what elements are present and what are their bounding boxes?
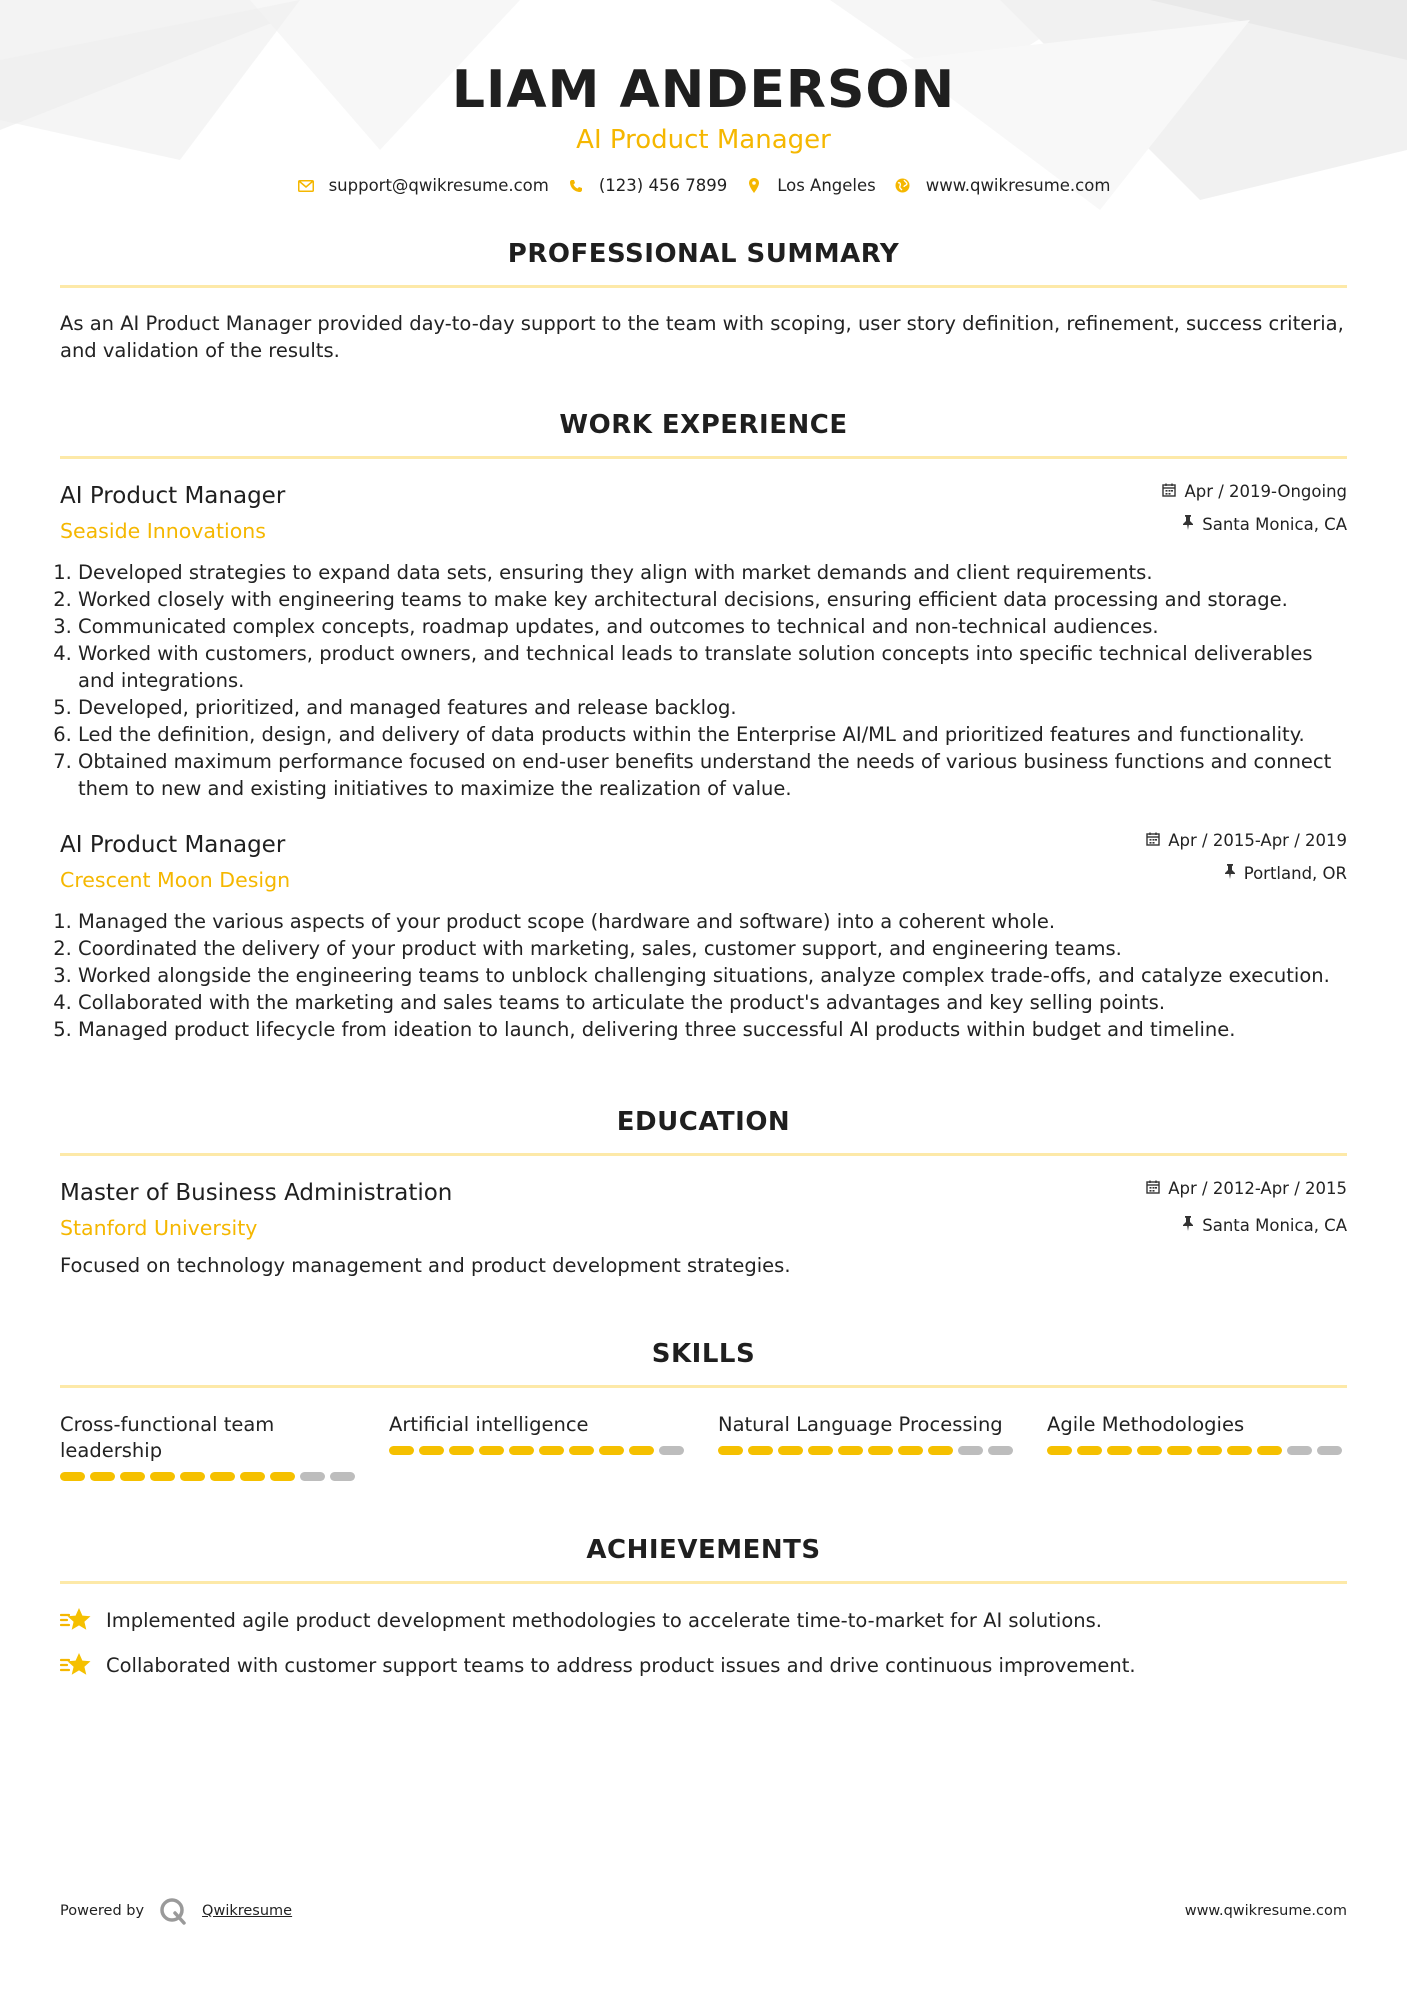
rating-segment-filled [928,1446,953,1455]
list-item: 3. Communicated complex concepts, roadmap updates, and outcomes to technical and non-technical audiences. [78,613,1347,640]
rating-segment-filled [240,1472,265,1481]
list-item: 5. Managed product lifecycle from ideation to launch, delivering three successful AI products within budget and timeline. [78,1016,1347,1043]
job-company: Seaside Innovations [60,519,266,543]
rating-segment-filled [270,1472,295,1481]
pushpin-icon [1182,514,1194,536]
achievement-text: Implemented agile product development methodologies to accelerate time-to-market for AI solutions. [106,1608,1102,1632]
skill-rating-bar [1047,1446,1347,1455]
job-role: AI Product Manager [60,483,286,509]
rating-segment-empty [300,1472,325,1481]
skill-rating-bar [718,1446,1018,1455]
skill-label: Artificial intelligence [389,1413,589,1436]
candidate-title: AI Product Manager [576,125,831,155]
education-dates-text: Apr / 2012-Apr / 2015 [1168,1179,1347,1198]
skill-item [1047,1412,1347,1481]
degree: Master of Business Administration [60,1180,453,1206]
section-divider [60,456,1347,459]
globe-icon [894,178,912,193]
education-entry [60,1178,1347,1279]
skill-item [389,1412,689,1481]
qwikresume-logo-icon [158,1896,188,1926]
rating-segment-filled [1167,1446,1192,1455]
rating-segment-filled [1047,1446,1072,1455]
job-dates-text: Apr / 2015-Apr / 2019 [1168,831,1347,850]
experience-heading: WORK EXPERIENCE [559,410,848,440]
list-item: 7. Obtained maximum performance focused on end-user benefits understand the needs of various business functions and connect them to new and existing initiatives to maximize the realization of value. [78,748,1347,802]
skill-label: Agile Methodologies [1047,1413,1245,1436]
list-item [60,1606,1347,1634]
education-location [1146,1215,1347,1237]
experience-section [60,408,1347,1043]
rating-segment-filled [210,1472,235,1481]
section-divider [60,1581,1347,1584]
rating-segment-empty [659,1446,684,1455]
achievements-list [60,1606,1347,1679]
rating-segment-filled [838,1446,863,1455]
rating-segment-filled [898,1446,923,1455]
rating-segment-filled [120,1472,145,1481]
rating-segment-filled [1137,1446,1162,1455]
phone-text: (123) 456 7899 [598,176,728,195]
skill-rating-bar [60,1472,360,1481]
rating-segment-empty [988,1446,1013,1455]
rating-segment-filled [629,1446,654,1455]
skill-label: Cross-functional team leadership [60,1413,275,1462]
rating-segment-empty [1287,1446,1312,1455]
school: Stanford University [60,1216,258,1240]
rating-segment-filled [1077,1446,1102,1455]
rating-segment-filled [60,1472,85,1481]
skills-heading: SKILLS [651,1339,756,1369]
job-header [60,481,1347,545]
rating-segment-empty [958,1446,983,1455]
job-location-text: Portland, OR [1243,864,1347,883]
section-divider [60,1385,1347,1388]
contact-location [745,176,876,195]
resume-header [60,0,1347,195]
rating-segment-filled [479,1446,504,1455]
section-divider [60,1153,1347,1156]
summary-section [60,237,1347,364]
map-pin-icon [745,178,763,193]
summary-text: As an AI Product Manager provided day-to-day support to the team with scoping, user story definition, refinement, success criteria, and validation of the results. [60,312,1344,362]
rating-segment-filled [389,1446,414,1455]
star-icon [60,1606,92,1634]
education-heading: EDUCATION [616,1107,791,1137]
location-text: Los Angeles [777,176,876,195]
job-location-text: Santa Monica, CA [1202,515,1347,534]
summary-heading: PROFESSIONAL SUMMARY [507,239,900,269]
job-entry [60,481,1347,802]
job-header [60,830,1347,894]
phone-icon [567,179,585,193]
rating-segment-filled [569,1446,594,1455]
rating-segment-empty [330,1472,355,1481]
job-company: Crescent Moon Design [60,868,291,892]
list-item: 3. Worked alongside the engineering teams to unblock challenging situations, analyze complex trade-offs, and catalyze execution. [78,962,1347,989]
job-entry [60,830,1347,1043]
skill-rating-bar [389,1446,689,1455]
list-item: 2. Coordinated the delivery of your product with marketing, sales, customer support, and engineering teams. [78,935,1347,962]
rating-segment-filled [1197,1446,1222,1455]
skills-grid [60,1412,1347,1481]
calendar-icon [1162,481,1176,503]
rating-segment-filled [599,1446,624,1455]
rating-segment-empty [1317,1446,1342,1455]
rating-segment-filled [539,1446,564,1455]
qwikresume-link[interactable]: Qwikresume [202,1903,293,1919]
education-header [60,1178,1347,1242]
list-item: 1. Managed the various aspects of your product scope (hardware and software) into a coherent whole. [78,908,1347,935]
skill-label: Natural Language Processing [718,1413,1003,1436]
skills-section [60,1337,1347,1481]
skill-item [718,1412,1018,1481]
footer-website[interactable]: www.qwikresume.com [1184,1903,1347,1919]
skill-item [60,1412,360,1481]
rating-segment-filled [1107,1446,1132,1455]
list-item: 6. Led the definition, design, and delivery of data products within the Enterprise AI/ML and prioritized features and functionality. [78,721,1347,748]
rating-segment-filled [449,1446,474,1455]
job-dates-text: Apr / 2019-Ongoing [1184,482,1347,501]
contact-bar [60,176,1347,195]
email-text: support@qwikresume.com [328,176,549,195]
education-dates [1146,1178,1347,1200]
achievement-text: Collaborated with customer support teams to address product issues and drive continuous improvement. [106,1653,1136,1677]
contact-website[interactable] [894,176,1111,195]
section-divider [60,285,1347,288]
list-item: 5. Developed, prioritized, and managed features and release backlog. [78,694,1347,721]
star-icon [60,1651,92,1679]
job-duties-list [60,559,1347,802]
achievements-section [60,1533,1347,1679]
education-location-text: Santa Monica, CA [1202,1216,1347,1235]
contact-phone[interactable] [567,176,727,195]
job-duties-list [60,908,1347,1043]
list-item: 4. Worked with customers, product owners, and technical leads to translate solution concepts into specific technical deliverables and integrations. [78,640,1347,694]
page-footer [60,1896,1347,1926]
rating-segment-filled [150,1472,175,1481]
pushpin-icon [1182,1215,1194,1237]
rating-segment-filled [1227,1446,1252,1455]
achievements-heading: ACHIEVEMENTS [586,1535,821,1565]
calendar-icon [1146,1178,1160,1200]
contact-email[interactable] [297,176,549,195]
list-item: 1. Developed strategies to expand data sets, ensuring they align with market demands and client requirements. [78,559,1347,586]
pushpin-icon [1224,863,1236,885]
rating-segment-filled [509,1446,534,1455]
envelope-icon [297,180,315,192]
job-role: AI Product Manager [60,832,286,858]
rating-segment-filled [808,1446,833,1455]
candidate-name: LIAM ANDERSON [451,60,956,120]
education-description: Focused on technology management and product development strategies. [60,1254,791,1277]
calendar-icon [1146,830,1160,852]
powered-by-label: Powered by [60,1903,145,1919]
job-dates [1146,830,1347,852]
list-item [60,1651,1347,1679]
rating-segment-filled [180,1472,205,1481]
rating-segment-filled [1257,1446,1282,1455]
job-location [1146,863,1347,885]
rating-segment-filled [419,1446,444,1455]
job-location [1162,514,1347,536]
rating-segment-filled [748,1446,773,1455]
list-item: 2. Worked closely with engineering teams to make key architectural decisions, ensuring efficient data processing and storage. [78,586,1347,613]
rating-segment-filled [90,1472,115,1481]
list-item: 4. Collaborated with the marketing and sales teams to articulate the product's advantages and key selling points. [78,989,1347,1016]
education-section [60,1105,1347,1279]
rating-segment-filled [868,1446,893,1455]
website-text: www.qwikresume.com [925,176,1111,195]
job-dates [1162,481,1347,503]
rating-segment-filled [718,1446,743,1455]
rating-segment-filled [778,1446,803,1455]
